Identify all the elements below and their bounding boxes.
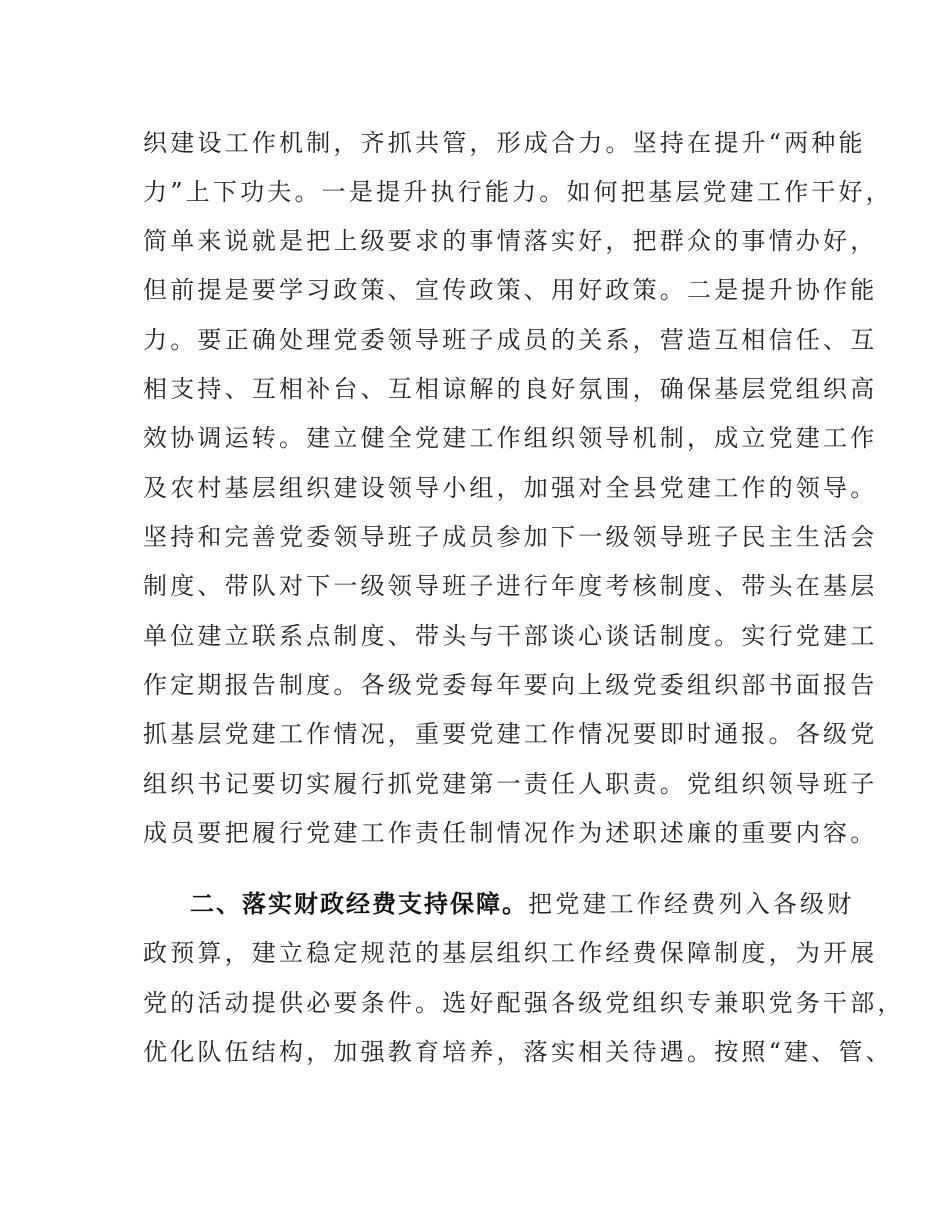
text-line: 及农村基层组织建设领导小组，加强对全县党建工作的领导。 xyxy=(143,474,878,502)
text-line: 但前提是要学习政策、宣传政策、用好政策。二是提升协作能 xyxy=(143,276,878,304)
paragraph-first-line xyxy=(190,889,854,919)
text-line: 相支持、互相补台、互相谅解的良好氛围，确保基层党组织高 xyxy=(143,375,878,403)
text-line: 制度、带队对下一级领导班子进行年度考核制度、带头在基层 xyxy=(143,572,878,600)
section-heading: 二、落实财政经费支持保障。 xyxy=(190,890,528,918)
text-line: 效协调运转。建立健全党建工作组织领导机制，成立党建工作 xyxy=(143,424,878,452)
text-line: 简单来说就是把上级要求的事情落实好，把群众的事情办好， xyxy=(143,227,878,255)
text-line: 坚持和完善党委领导班子成员参加下一级领导班子民主生活会 xyxy=(143,523,878,551)
text-line: 优化队伍结构，加强教育培养，落实相关待遇。按照“建、管、 xyxy=(143,1038,893,1066)
text-line: 单位建立联系点制度、带头与干部谈心谈话制度。实行党建工 xyxy=(143,622,878,650)
text-segment: 把党建工作经费列入各级财 xyxy=(528,890,855,918)
text-line: 组织书记要切实履行抓党建第一责任人职责。党组织领导班子 xyxy=(143,770,878,798)
text-line: 力”上下功夫。一是提升执行能力。如何把基层党建工作干好， xyxy=(143,178,893,206)
text-line: 政预算，建立稳定规范的基层组织工作经费保障制度，为开展 xyxy=(143,939,878,967)
text-line: 织建设工作机制，齐抓共管，形成合力。坚持在提升“两种能 xyxy=(143,129,866,157)
text-line: 作定期报告制度。各级党委每年要向上级党委组织部书面报告 xyxy=(143,671,878,699)
text-line: 成员要把履行党建工作责任制情况作为述职述廉的重要内容。 xyxy=(143,819,878,847)
text-line: 党的活动提供必要条件。选好配强各级党组织专兼职党务干部， xyxy=(143,989,905,1017)
text-line: 力。要正确处理党委领导班子成员的关系，营造互相信任、互 xyxy=(143,326,878,354)
text-line: 抓基层党建工作情况，重要党建工作情况要即时通报。各级党 xyxy=(143,720,878,748)
